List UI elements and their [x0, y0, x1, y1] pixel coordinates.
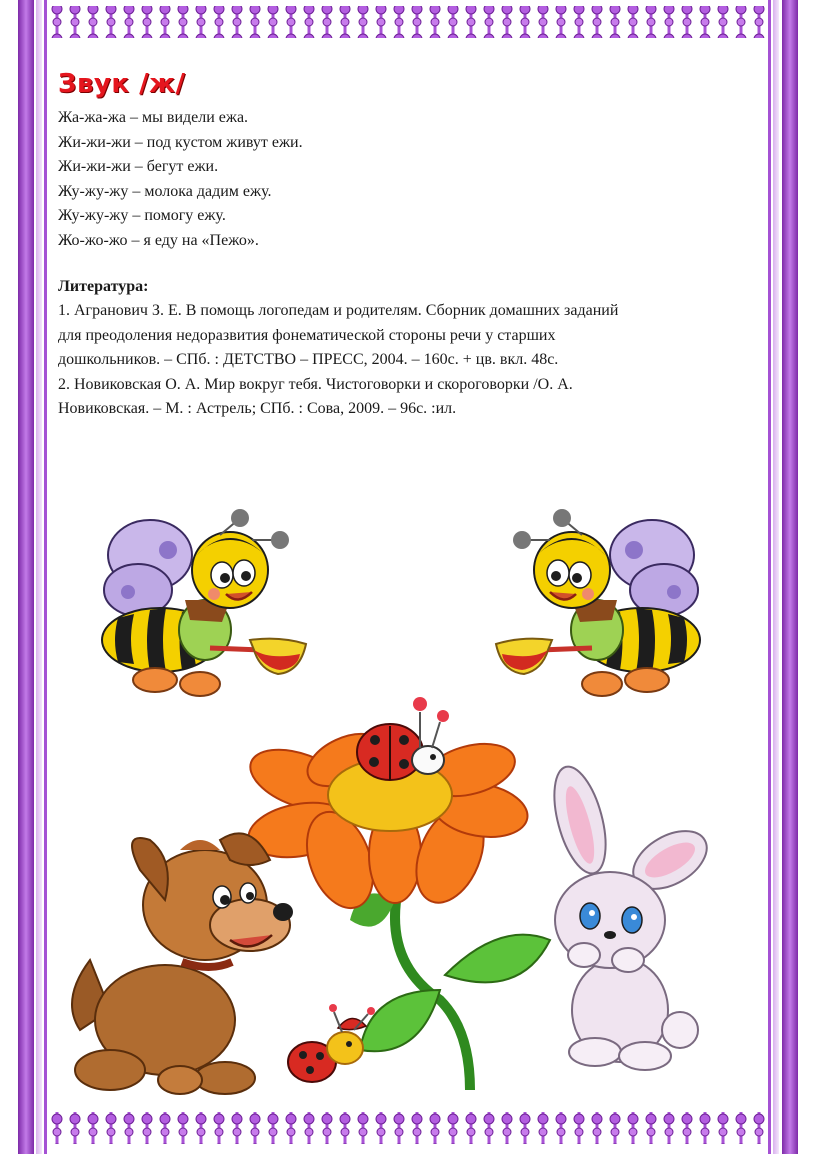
bee-right-illustration: [496, 509, 700, 696]
reference-line: 1. Агранович З. Е. В помощь логопедам и родителям. Сборник домашних заданий: [58, 302, 619, 319]
bee-left-illustration: [102, 509, 306, 696]
reference-line: дошкольников. – СПб. : ДЕТСТВО – ПРЕСС, 2004. – 160с. + цв. вкл. 48с.: [58, 351, 559, 368]
ladybug-illustration: [357, 697, 449, 780]
rhyme-line: Жа-жа-жа – мы видели ежа.: [58, 109, 249, 126]
reference-line: Новиковская. – М. : Астрель; СПб. : Сова, 2009. – 96с. :ил.: [58, 400, 457, 417]
puppy-illustration: [72, 833, 293, 1094]
rhyme-line: Жу-жу-жу – помогу ежу.: [58, 207, 226, 224]
bunny-illustration: [545, 761, 717, 1070]
reference-line: 2. Новиковская О. А. Мир вокруг тебя. Чистоговорки и скороговорки /О. А.: [58, 375, 573, 393]
rhyme-line: Жи-жи-жи – бегут ежи.: [58, 158, 219, 175]
small-ladybug-illustration: [288, 1004, 375, 1082]
literature-heading: Литература:: [58, 278, 149, 295]
rhyme-line: Жо-жо-жо – я еду на «Пежо».: [58, 231, 259, 249]
rhyme-line: Жи-жи-жи – под кустом живут ежи.: [58, 133, 303, 151]
reference-line: для преодоления недоразвития фонематической стороны речи у старших: [58, 326, 556, 344]
rhyme-line: Жу-жу-жу – молока дадим ежу.: [58, 182, 272, 200]
page-title: Звук /ж/: [58, 69, 186, 99]
